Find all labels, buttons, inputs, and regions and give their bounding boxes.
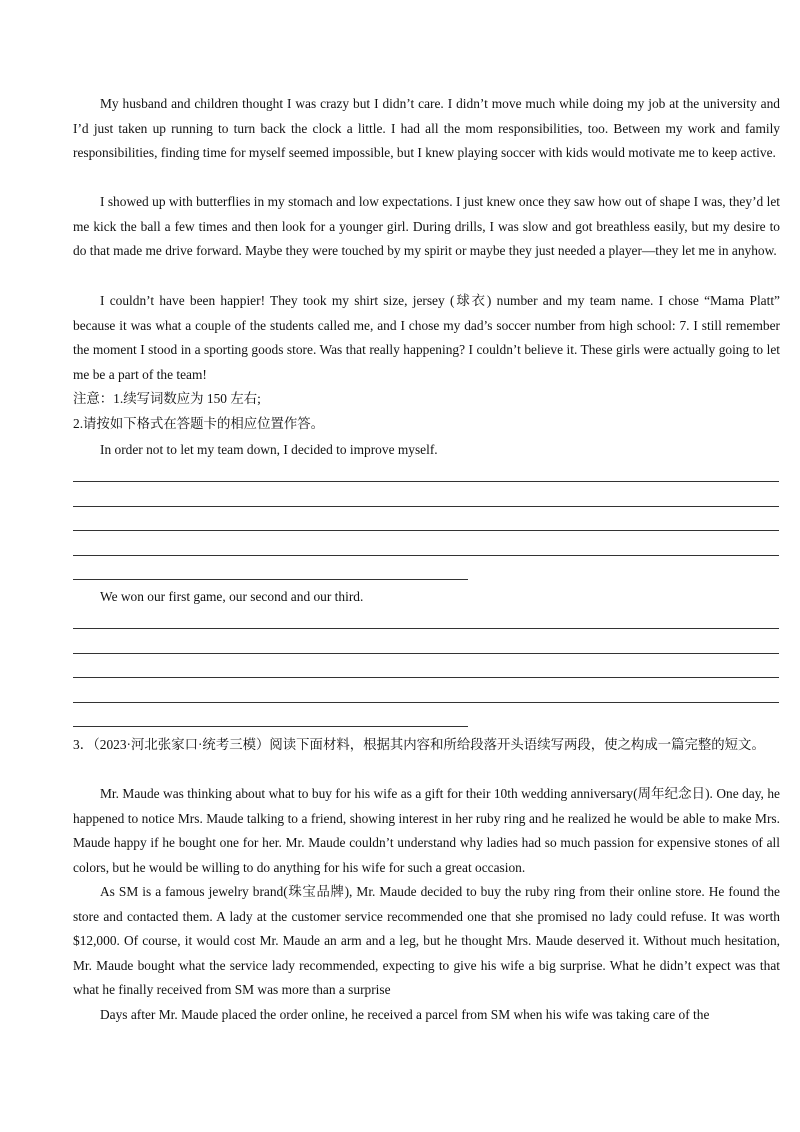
question-3-paragraph-3: Days after Mr. Maude placed the order online, he received a parcel from SM when his wife was taking care of the [100,1007,710,1022]
story-paragraph-1: My husband and children thought I was crazy but I didn’t care. I didn’t move much while doing my job at the university and I’d just taken up running to turn back the clock a little. I had all the mom responsibilities, too. Between my work and family responsibilities, finding time for myself seemed impossible, but I knew playing soccer with kids would motivate me to keep active. [73,96,780,161]
story-paragraph-3: I couldn’t have been happier! They took my shirt size, jersey (球衣) number and my team name. I chose “Mama Platt” because it was what a couple of the students called me, and I chose my dad’s soccer number from high school: 7. I still remember the moment I stood in a sporting goods store. Was that really happening? I couldn’t believe it. These girls were actually going to let me be a part of the team! [73,293,780,382]
question-3-paragraph-2: As SM is a famous jewelry brand(珠宝品牌), Mr. Maude decided to buy the ruby ring from their online store. He found the store and contacted them. A lady at the customer service recommended one that she promised no lady could refuse. It was worth $12,000. Of course, it would cost Mr. Maude an arm and a leg, but he thought Mrs. Maude deserved it. Without much hesitation, Mr. Maude bought what the service lady recommended, expecting to give his wife a big surprise. What he didn’t expect was that what he finally received from SM was more than a surprise [73,884,780,998]
story-paragraph-2: I showed up with butterflies in my stomach and low expectations. I just knew once they saw how out of shape I was, they’d let me kick the ball a few times and then look for a younger girl. During drills, I was slow and got breathless easily, but my desire to do that made me drive forward. Maybe they were touched by my spirit or maybe they just needed a player—they let me in anyhow. [73,194,780,259]
note-word-count: 注意：1.续写词数应为 150 左右; [73,391,261,406]
question-3-header: 3．（2023·河北张家口·统考三模）阅读下面材料，根据其内容和所给段落开头语续写两段，使之构成一篇完整的短文。 [73,737,765,752]
answer-line [73,677,779,678]
answer-line [73,702,779,703]
answer-line [73,530,779,531]
answer-line [73,579,468,580]
question-3-paragraph-1: Mr. Maude was thinking about what to buy for his wife as a gift for their 10th wedding anniversary(周年纪念日). One day, he happened to notice Mrs. Maude talking to a friend, showing interest in her ruby ring and he realized he would be able to make Mrs. Maude happy if he bought one for her. Mr. Maude couldn’t understand why ladies had so much passion for expensive stones of all colors, but he would be willing to do anything for his wife for such a great occasion. [73,786,780,875]
answer-line [73,481,779,482]
answer-line [73,628,779,629]
continuation-prompt-1: In order not to let my team down, I decided to improve myself. [100,442,438,457]
continuation-prompt-2: We won our first game, our second and our third. [100,589,364,604]
answer-line [73,726,468,727]
answer-line [73,506,779,507]
answer-line [73,653,779,654]
answer-line [73,555,779,556]
note-format: 2.请按如下格式在答题卡的相应位置作答。 [73,416,325,431]
